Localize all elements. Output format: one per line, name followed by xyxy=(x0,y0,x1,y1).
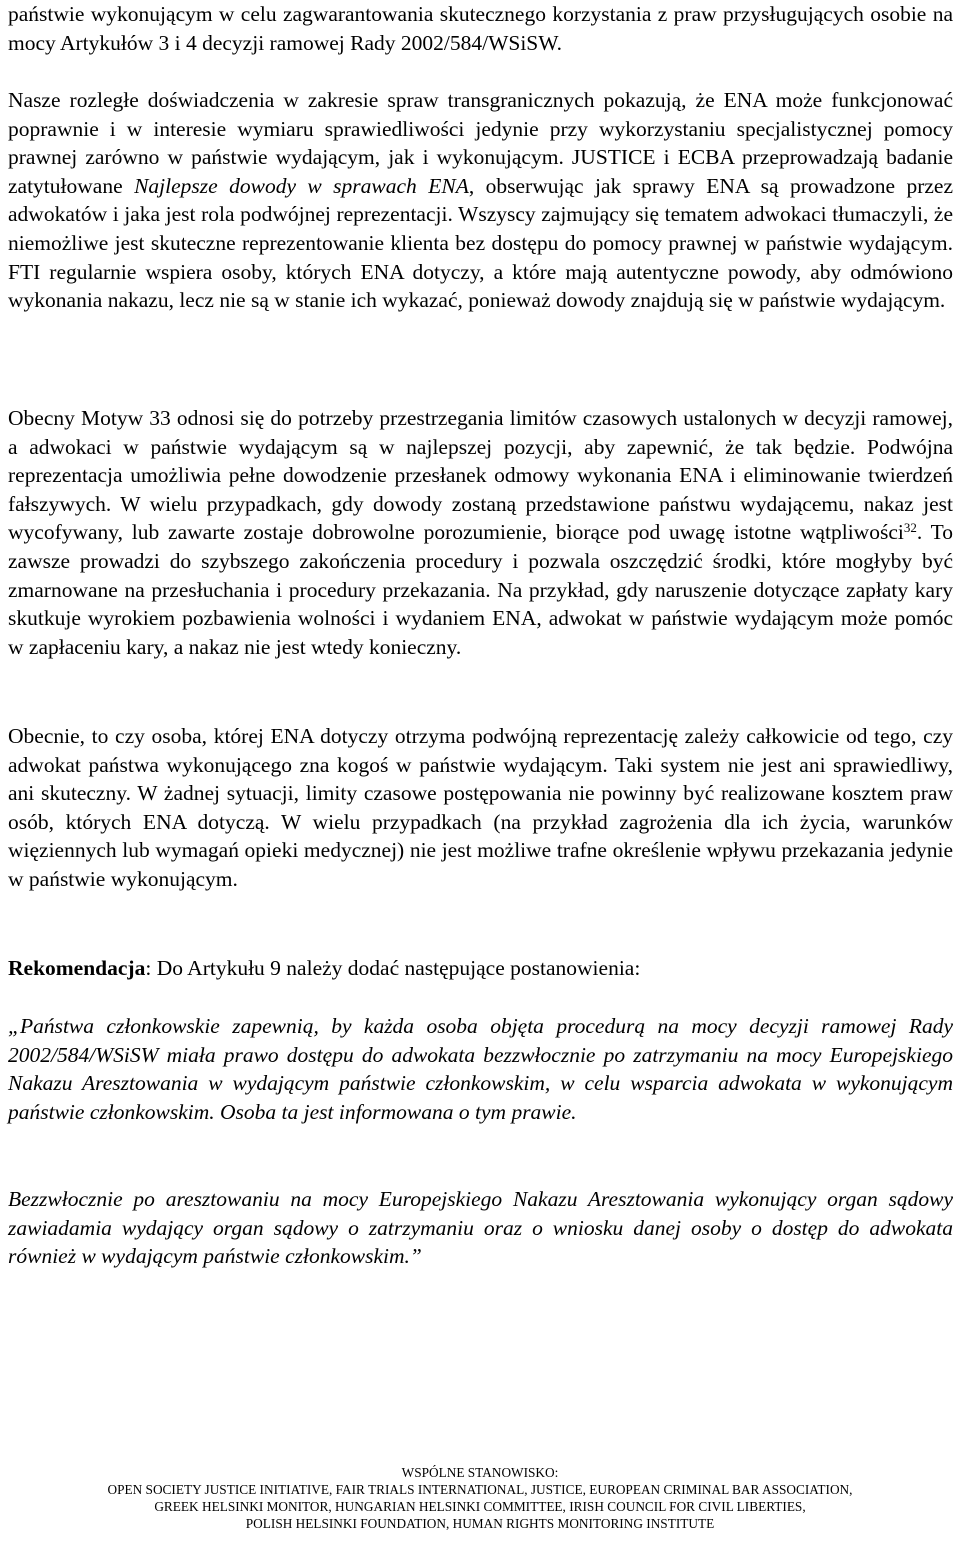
paragraph-text: Obecny Motyw 33 odnosi się do potrzeby przestrzegania limitów czasowych ustalonych w decyzji ramowej, a adwokaci w państwie wydającym są w najlepszej pozycji, aby zapewnić, że tak będzie. Podwójna reprezentacja umożliwia pełne dowodzenie przesłanek odmowy wykonania ENA i eliminowanie twierdzeń fałszywych. W wielu przypadkach, gdy dowody zostaną przedstawione państwu wydającemu, nakaz jest wycofywany, lub zawarte zostaje dobrowolne porozumienie, biorące pod uwagę istotne wątpliwości xyxy=(8,406,953,545)
paragraph-current-situation xyxy=(8,722,953,894)
paragraph-recommendation xyxy=(8,954,953,983)
page-footer xyxy=(0,1464,960,1532)
recommendation-label: Rekomendacja xyxy=(8,956,146,980)
paragraph-text: Obecnie, to czy osoba, której ENA dotyczy otrzyma podwójną reprezentację zależy całkowicie od tego, czy adwokat państwa wykonującego zna kogoś w państwie wydającym. Taki system nie jest ani sprawiedliwy, ani skuteczny. W żadnej sytuacji, limity czasowe postępowania nie powinny być realizowane kosztem praw osób, których ENA dotyczą. W wielu przypadkach (na przykład zagrożenia dla ich życia, warunków więziennych lub wymagań opieki medycznej) nie jest możliwe trafne określenie wpływu przekazania jedynie w państwie wykonującym. xyxy=(8,724,953,891)
footer-heading: WSPÓLNE STANOWISKO: xyxy=(401,1465,559,1480)
paragraph-text: Nasze rozległe doświadczenia w zakresie spraw transgranicznych pokazują, że ENA może funkcjonować poprawnie i w interesie wymiaru sprawiedliwości jedynie przy wykorzystaniu specjalistycznej pomocy prawnej zarówno w państwie wydającym, jak i wykonującym. JUSTICE i ECBA przeprowadzają badanie zatytułowane xyxy=(8,88,953,198)
quoted-provision-2 xyxy=(8,1185,953,1271)
paragraph-text: Bezzwłocznie po aresztowaniu na mocy Europejskiego Nakazu Aresztowania wykonujący organ sądowy zawiadamia wydający organ sądowy o zatrzymaniu oraz o wniosku danej osoby o dostęp do adwokata również w wydającym państwie członkowskim.” xyxy=(8,1187,953,1269)
paragraph-recital-33 xyxy=(8,404,953,661)
paragraph-text: , obserwując jak sprawy ENA są prowadzone przez adwokatów i jaka jest rola podwójnej reprezentacji. Wszyscy zajmujący się tematem adwokaci tłumaczyli, że niemożliwe jest skuteczne reprezentowanie klienta bez dostępu do pomocy prawnej w państwie wydającym. FTI regularnie wspiera osoby, których ENA dotyczy, a które mają autentyczne powody, aby odmówiono wykonania nakazu, lecz nie są w stanie ich wykazać, ponieważ dowody znajdują się w państwie wydającym. xyxy=(8,173,954,313)
paragraph-text: : Do Artykułu 9 należy dodać następujące postanowienia: xyxy=(145,956,641,980)
paragraph-text: „Państwa członkowskie zapewnią, by każda osoba objęta procedurą na mocy decyzji ramowej Rady 2002/584/WSiSW miała prawo dostępu do adwokata bezzwłocznie po zatrzymaniu na mocy Europejskiego Nakazu Aresztowania w wydającym państwie członkowskim, w celu wsparcia adwokata w wykonującym państwie członkowskim. Osoba ta jest informowana o tym prawie. xyxy=(8,1014,953,1124)
quoted-provision-1 xyxy=(8,1012,953,1126)
paragraph-text: . To zawsze prowadzi do szybszego zakończenia procedury i pozwala oszczędzić środki, które mogłyby być zmarnowane na przesłuchania i procedury przekazania. Na przykład, gdy naruszenie dotyczące zapłaty kary skutkuje wyrokiem pozbawienia wolności i wydaniem ENA, adwokat w państwie wydającym może pomóc w zapłaceniu kary, a nakaz nie jest wtedy konieczny. xyxy=(8,520,953,659)
footer-line: GREEK HELSINKI MONITOR, HUNGARIAN HELSINKI COMMITTEE, IRISH COUNCIL FOR CIVIL LIBERTIES, xyxy=(154,1499,806,1514)
paragraph-text: państwie wykonującym w celu zagwarantowania skutecznego korzystania z praw przysługujących osobie na mocy Artykułów 3 i 4 decyzji ramowej Rady 2002/584/WSiSW. xyxy=(8,2,953,55)
footer-line: POLISH HELSINKI FOUNDATION, HUMAN RIGHTS MONITORING INSTITUTE xyxy=(245,1516,715,1531)
footnote-marker[interactable]: 32 xyxy=(903,520,917,536)
footer-line: OPEN SOCIETY JUSTICE INITIATIVE, FAIR TRIALS INTERNATIONAL, JUSTICE, EUROPEAN CRIMINAL BAR ASSOCIATION, xyxy=(107,1482,853,1497)
study-title: Najlepsze dowody w sprawach ENA xyxy=(134,173,469,198)
paragraph-continuation xyxy=(8,0,953,57)
paragraph-experience xyxy=(8,86,953,315)
